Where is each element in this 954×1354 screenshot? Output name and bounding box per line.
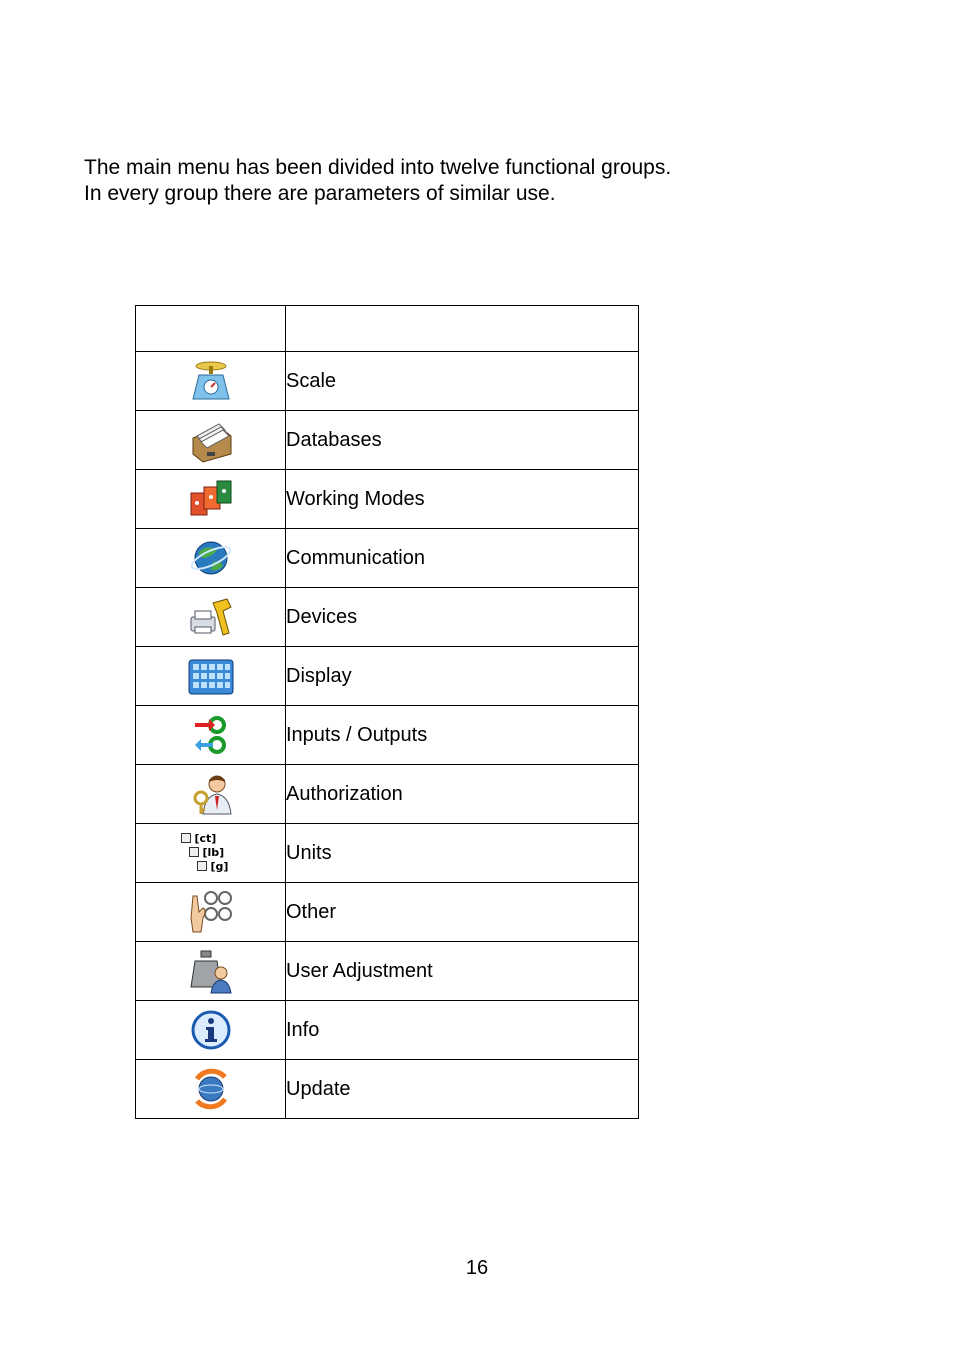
menu-groups-table [135, 305, 639, 1119]
table-row [136, 883, 639, 942]
devices-icon [187, 593, 235, 641]
units-icon-g: [g] [210, 859, 229, 873]
header-icon-cell [136, 306, 286, 352]
table-row [136, 352, 639, 411]
table-row [136, 765, 639, 824]
table-row [136, 824, 639, 883]
table-row [136, 706, 639, 765]
scale-icon [187, 357, 235, 405]
group-label-inputs-outputs: Inputs / Outputs [286, 706, 639, 765]
group-label-databases: Databases [286, 411, 639, 470]
info-icon [187, 1006, 235, 1054]
authorization-icon [187, 770, 235, 818]
display-icon [187, 652, 235, 700]
table-row [136, 470, 639, 529]
table-row [136, 1001, 639, 1060]
group-label-update: Update [286, 1060, 639, 1119]
units-icon-lb: [lb] [202, 845, 225, 859]
group-label-info: Info [286, 1001, 639, 1060]
inputs-outputs-icon [187, 711, 235, 759]
working-modes-icon [187, 475, 235, 523]
other-icon [187, 888, 235, 936]
group-label-units: Units [286, 824, 639, 883]
update-icon [187, 1065, 235, 1113]
table-row [136, 647, 639, 706]
user-adjustment-icon [187, 947, 235, 995]
intro-line-2: In every group there are parameters of similar use. [84, 182, 556, 205]
units-icon-ct: [ct] [194, 831, 217, 845]
units-icon [181, 832, 241, 874]
group-label-other: Other [286, 883, 639, 942]
table-row [136, 529, 639, 588]
communication-icon [187, 534, 235, 582]
group-label-scale: Scale [286, 352, 639, 411]
group-label-devices: Devices [286, 588, 639, 647]
group-label-communication: Communication [286, 529, 639, 588]
databases-icon [187, 416, 235, 464]
group-label-working-modes: Working Modes [286, 470, 639, 529]
page-number: 16 [465, 1257, 489, 1279]
intro-text [84, 155, 671, 207]
table-row [136, 588, 639, 647]
table-row [136, 942, 639, 1001]
group-label-display: Display [286, 647, 639, 706]
table-header-row [136, 306, 639, 352]
header-label-cell [286, 306, 639, 352]
group-label-user-adjustment: User Adjustment [286, 942, 639, 1001]
group-label-authorization: Authorization [286, 765, 639, 824]
table-row [136, 411, 639, 470]
intro-line-1: The main menu has been divided into twelve functional groups. [84, 156, 672, 179]
table-row [136, 1060, 639, 1119]
